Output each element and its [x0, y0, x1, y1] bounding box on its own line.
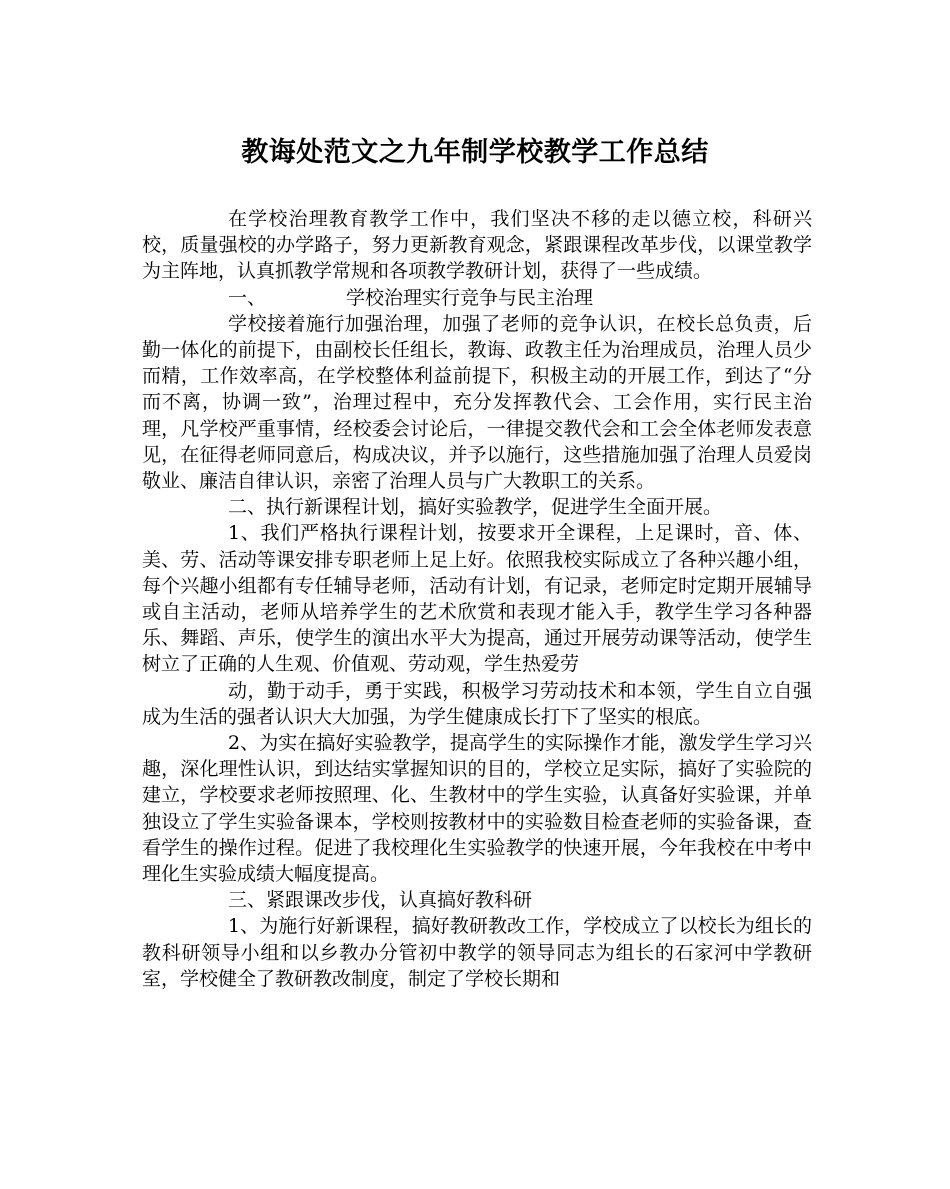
section-number-1: 一、 [228, 286, 267, 309]
paragraph-intro: 在学校治理教育教学工作中，我们坚决不移的走以德立校，科研兴校，质量强校的办学路子，努力更新教育观念，紧跟课程改革步伐，以课堂教学为主阵地，认真抓教学常规和各项教学教研计划，获得了一些成绩。 [142, 208, 812, 283]
document-title: 教诲处范文之九年制学校教学工作总结 [241, 137, 709, 168]
section-heading-2: 二、执行新课程计划，搞好实验教学，促进学生全面开展。 [228, 496, 723, 519]
paragraph-labor: 动，勤于动手，勇于实践，积极学习劳动技术和本领，学生自立自强成为生活的强者认识大大加强，为学生健康成长打下了坚实的根底。 [142, 679, 812, 728]
section-heading-3: 三、紧跟课改步伐，认真搞好教科研 [228, 889, 533, 912]
paragraph-research: 1、为施行好新课程，搞好教研教改工作，学校成立了以校长为组长的教科研领导小组和以乡教办分管初中教学的领导同志为组长的石家河中学教研室，学校健全了教研教改制度，制定了学校长期和 [142, 915, 812, 990]
paragraph-curriculum: 1、我们严格执行课程计划，按要求开全课程，上足课时，音、体、美、劳、活动等课安排专职老师上足上好。依照我校实际成立了各种兴趣小组，每个兴趣小组都有专任辅导老师，活动有计划，有记录，老师定时定期开展辅导或自主活动，老师从培养学生的艺术欣赏和表现才能入手，教学生学习各种器乐、舞蹈、声乐，使学生的演出水平大为提高，通过开展劳动课等活动，使学生树立了正确的人生观、价值观、劳动观，学生热爱劳 [142, 522, 812, 676]
section-heading-1-text: 学校治理实行竞争与民主治理 [346, 286, 594, 309]
section-heading-1 [142, 285, 812, 311]
paragraph-management: 学校接着施行加强治理，加强了老师的竞争认识，在校长总负责，后勤一体化的前提下，由副校长任组长，教诲、政教主任为治理成员，治理人员少而精，工作效率高，在学校整体利益前提下，积极主动的开展工作，到达了“分而不离，协调一致”，治理过程中，充分发挥教代会、工会作用，实行民主治理，凡学校严重事情，经校委会讨论后，一律提交教代会和工会全体老师发表意见，在征得老师同意后，构成决议，并予以施行，这些措施加强了治理人员爱岗敬业、廉洁自律认识，亲密了治理人员与广大教职工的关系。 [142, 312, 812, 493]
paragraph-experiment: 2、为实在搞好实验教学，提高学生的实际操作才能，激发学生学习兴趣，深化理性认识，到达结实掌握知识的目的，学校立足实际，搞好了实验院的建立，学校要求老师按照理、化、生教材中的学生实验，认真备好实验课，并单独设立了学生实验备课本，学校则按教材中的实验数目检查老师的实验备课，查看学生的操作过程。促进了我校理化生实验教学的快速开展，今年我校在中考中理化生实验成绩大幅度提高。 [142, 732, 812, 886]
document-body [142, 206, 812, 992]
